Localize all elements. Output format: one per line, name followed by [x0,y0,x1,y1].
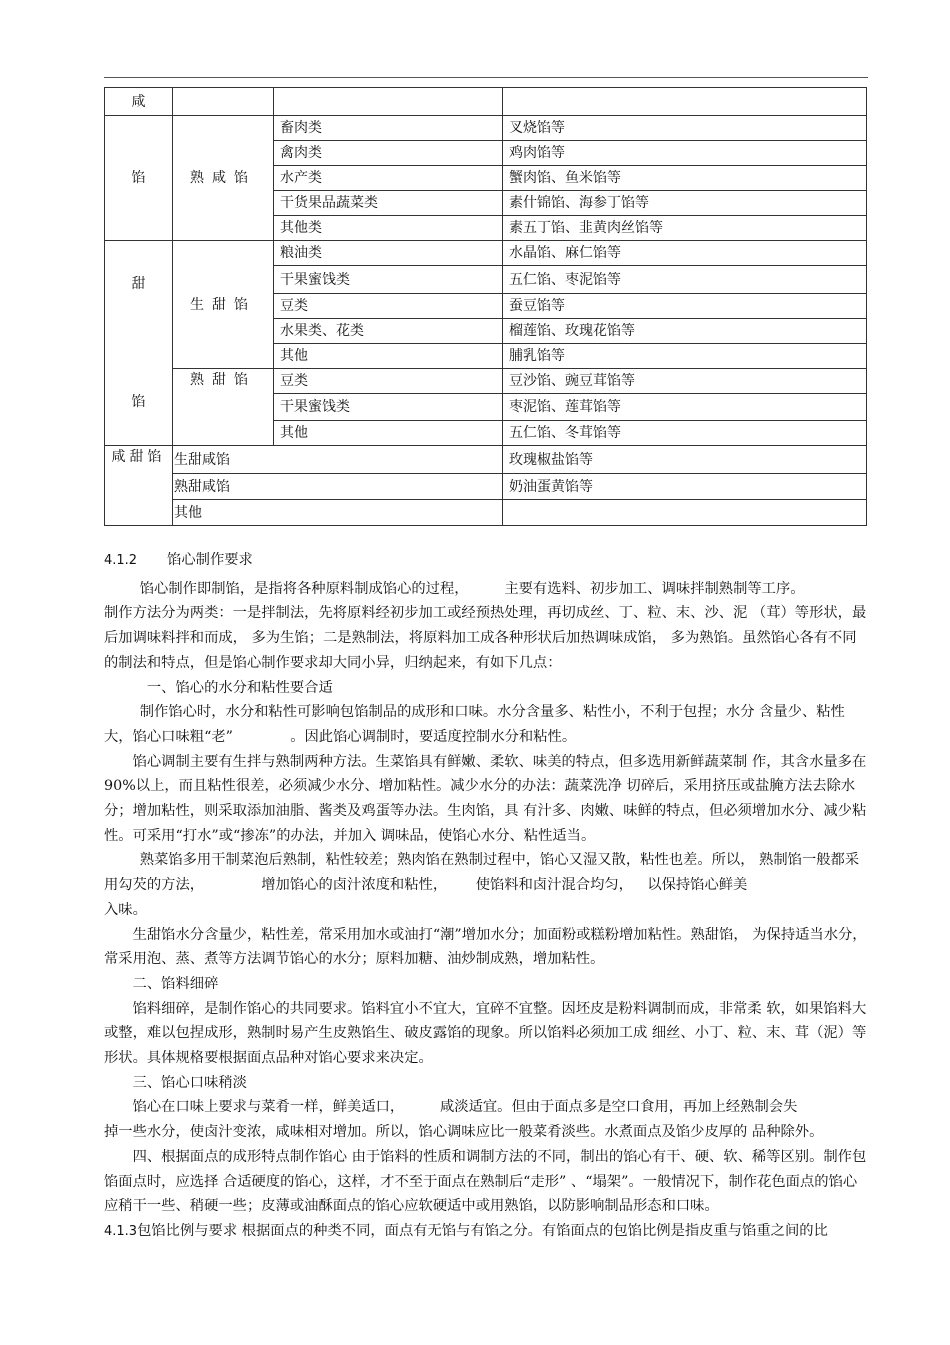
subheading: 一、馅心的水分和粘性要合适 [146,679,333,696]
example-cell: 豆沙馅、豌豆茸馅等 [503,369,867,394]
example-cell: 榴莲馅、玫瑰花馅等 [503,319,867,344]
section-text: 包馅比例与要求 根据面点的种类不同，面点有无馅与有馅之分。有馅面点的包馅比例是指皮重与馅重之间的比 [137,1222,828,1239]
text-span: 主要有选料、初步加工、调味拌制熟制等工序。 [504,580,805,597]
table-row [105,88,867,116]
text-span: 制作馅心时，水分和粘性可影响包馅制品的成形和口味。水分含量多、粘性小，不利于包捏；水分 含量少、粘性大，馅心口味粗“老” [104,704,845,745]
example-cell [503,500,867,526]
table-row [105,446,867,474]
example-cell: 素什锦馅、海参丁馅等 [503,191,867,216]
example-cell: 叉烧馅等 [503,116,867,141]
section-title: 馅心制作要求 [167,552,253,568]
text-span: 馅心在口味上要求与菜肴一样，鲜美适口， [132,1099,405,1116]
subcategory-cell [173,88,274,116]
subcategory-cell: 熟甜馅 [173,369,274,446]
example-cell [503,88,867,116]
type-cell: 其他 [274,344,503,369]
category-char: 甜 [131,276,146,292]
example-cell: 枣泥馅、莲茸馅等 [503,394,867,421]
text-span: 增加馅心的卤汁浓度和粘性， [261,877,448,894]
example-cell: 水晶馅、麻仁馅等 [503,241,867,266]
type-cell: 豆类 [274,294,503,319]
type-cell: 其他 [274,421,503,446]
table-row [105,241,867,266]
text-span: 熟菜馅多用干制菜泡后熟制，粘性较差；熟肉馅在熟制过程中，馅心又湿又散，粘性也差。所以， 熟制馅一般都采用勾芡的方法， [104,852,860,894]
paragraph [104,577,870,602]
type-cell: 其他类 [274,216,503,241]
example-cell: 脯乳馅等 [503,344,867,369]
paragraph: 掉一些水分，使卤汁变浓，咸味相对增加。所以，馅心调味应比一般菜肴淡些。水煮面点及馅少皮厚的 品种除外。 [104,1124,824,1141]
subheading: 二、馅料细碎 [132,975,219,992]
example-cell: 蚕豆馅等 [503,294,867,319]
paragraph: 生甜馅水分含量少，粘性差，常采用加水或油打“潮”增加水分；加面粉或糕粉增加粘性。熟甜馅， 为保持适当水分，常采用泡、蒸、煮等方法调节馅心的水分；原料加糖、油炒制成熟，增加粘性。 [104,926,867,968]
text-span: 馅心制作即制馅，是指将各种原料制成馅心的过程， [139,580,469,597]
subcategory-cell: 熟咸馅 [173,116,274,241]
paragraph [104,1095,870,1120]
paragraph: 馅料细碎，是制作馅心的共同要求。馅料宜小不宜大，宜碎不宜整。因坯皮是粉料调制而成，非常柔 软，如果馅料大或整，难以包捏成形，熟制时易产生皮熟馅生、破皮露馅的现象。所以馅料必须加工成 细丝、小丁、粒、末、茸（泥）等形状。具体规格要根据面点品种对馅心要求来决定。 [104,1000,867,1067]
type-cell [274,88,503,116]
filling-classification-table [104,87,867,526]
paragraph: 馅心调制主要有生拌与熟制两种方法。生菜馅具有鲜嫩、柔软、味美的特点，但多选用新鲜蔬菜制 作，其含水量多在 90%以上，而且粘性很差，必须减少水分、增加粘性。减少水分的办法：蔬菜洗净 切碎后，采用挤压或盐腌方法去除水分；增加粘性，则采取添加油脂、酱类及鸡蛋等办法。生肉馅，具 有汁多、肉嫩、味鲜的特点，但必须增加水分、减少粘性。可采用“打水”或“掺冻”的办法，并加入 调味品，使馅心水分、粘性适当。 [104,753,867,844]
subcategory-cell: 生甜馅 [173,241,274,369]
example-cell: 五仁馅、冬茸馅等 [503,421,867,446]
example-cell: 奶油蛋黄馅等 [503,474,867,500]
type-cell: 水产类 [274,166,503,191]
example-cell: 蟹肉馅、鱼米馅等 [503,166,867,191]
section-heading [104,548,870,574]
text-span: 咸淡适宜。但由于面点多是空口食用，再加上经熟制会失 [439,1099,798,1116]
paragraph: 制作方法分为两类：一是拌制法，先将原料经初步加工或经预热处理，再切成丝、丁、粒、末、沙、泥 （茸）等形状，最后加调味料拌和而成， 多为生馅；二是熟制法，将原料加工成各种形状后加热调味成馅， 多为熟馅。虽然馅心各有不同的制法和特点，但是馅心制作要求却大同小异，归纳起来，有如下几点： [104,605,867,671]
example-cell: 鸡肉馅等 [503,141,867,166]
type-cell: 其他 [173,500,503,526]
type-cell: 粮油类 [274,241,503,266]
type-cell: 禽肉类 [274,141,503,166]
type-cell: 豆类 [274,369,503,394]
table-row [105,500,867,526]
section-number: 4.1.2 [104,553,138,568]
category-cell: 馅 [105,116,173,241]
category-cell: 咸甜馅 [105,446,173,526]
type-cell: 水果类、花类 [274,319,503,344]
subheading: 三、馅心口味稍淡 [132,1074,247,1091]
paragraph: 入味。 [104,901,147,918]
paragraph: 四、根据面点的成形特点制作馅心 由于馅料的性质和调制方法的不同，制出的馅心有干、硬、软、稀等区别。制作包馅面点时，应选择 合适硬度的馅心，这样，才不至于面点在熟制后“走形” 、“塌架”。一般情况下，制作花色面点的馅心 应稍干一些、稍硬一些；皮薄或油酥面点的馅心应软硬适中或用熟馅，以防影响制品形态和口味。 [104,1148,867,1215]
category-char: 馅 [131,394,146,410]
paragraph [104,848,870,897]
type-cell: 干果蜜饯类 [274,394,503,421]
section-heading [104,1219,870,1245]
section-number: 4.1.3 [104,1223,138,1239]
example-cell: 素五丁馅、韭黄肉丝馅等 [503,216,867,241]
category-cell [105,241,173,446]
type-cell: 熟甜咸馅 [173,474,503,500]
table-row [105,474,867,500]
example-cell: 五仁馅、枣泥馅等 [503,266,867,294]
table-row [105,369,867,394]
category-cell: 咸 [105,88,173,116]
type-cell: 生甜咸馅 [173,446,503,474]
type-cell: 干货果品蔬菜类 [274,191,503,216]
header-rule [104,77,868,78]
type-cell: 干果蜜饯类 [274,266,503,294]
example-cell: 玫瑰椒盐馅等 [503,446,867,474]
text-span: 。因此馅心调制时，要适度控制水分和粘性。 [290,728,577,745]
type-cell: 畜肉类 [274,116,503,141]
text-span: 以保持馅心鲜美 [647,877,748,894]
body-text [104,548,870,1245]
table-row [105,116,867,141]
text-span: 使馅料和卤汁混合均匀， [475,877,633,894]
paragraph [104,700,870,749]
